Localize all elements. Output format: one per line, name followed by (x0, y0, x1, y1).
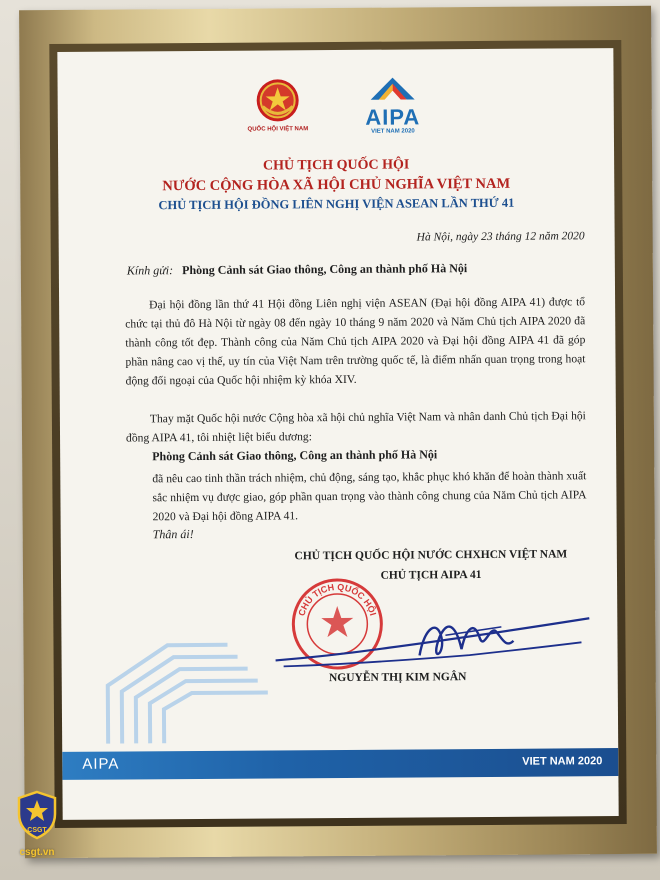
footer-bar (62, 748, 618, 780)
aipa-logo (348, 75, 438, 135)
footer-vietnam-2020: VIET NAM 2020 (522, 755, 603, 768)
csgt-shield-icon (15, 790, 59, 840)
frame-inner-border (49, 40, 626, 828)
signature-title-1: CHỦ TỊCH QUỐC HỘI NƯỚC CHXHCN VIỆT NAM (294, 548, 568, 563)
body-paragraph-3: đã nêu cao tinh thần trách nhiệm, chủ động, sáng tạo, khắc phục khó khăn để hoàn thành xuất sắc nhiệm vụ được giao, góp phần quan trọng vào thành công chung của Năm Chủ tịch AIPA 2020 và Đại hội đồng AIPA 41. (152, 469, 587, 524)
aipa-logo-subtext: VIET NAM 2020 (371, 128, 415, 135)
decorative-stripes-graphic (97, 624, 278, 745)
certificate-paper (57, 48, 618, 820)
title-line-3: CHỦ TỊCH HỘI ĐỒNG LIÊN NGHỊ VIỆN ASEAN LẦN THỨ 41 (158, 195, 515, 213)
seal-text: CHỦ TỊCH QUỐC HỘI (296, 581, 379, 618)
emblem-caption: QUỐC HỘI VIỆT NAM (247, 126, 309, 133)
addressee-recipient: Phòng Cảnh sát Giao thông, Công an thành phố Hà Nội (182, 261, 468, 278)
handwritten-signature (269, 596, 600, 678)
aipa-logo-text: AIPA (365, 104, 421, 130)
national-emblem-icon (255, 76, 301, 124)
signature-title-2: CHỦ TỊCH AIPA 41 (380, 569, 482, 582)
picture-frame (19, 6, 657, 858)
national-emblem (246, 76, 310, 132)
csgt-badge-text: CSGT (27, 827, 47, 834)
honoree-name: Phòng Cảnh sát Giao thông, Công an thành phố Hà Nội (152, 447, 438, 464)
body-paragraph-1: Đại hội đồng lần thứ 41 Hội đồng Liên nghị viện ASEAN (Đại hội đồng AIPA 41) được tổ chức tại thủ đô Hà Nội từ ngày 08 đến ngày 10 tháng 9 năm 2020 và Năm Chủ tịch AIPA 2020 đã thành công tốt đẹp. Thành công của Năm Chủ tịch AIPA 2020 và Đại hội đồng AIPA 41 đã góp phần nâng cao vị thế, uy tín của Việt Nam trên trường quốc tế, là điểm nhấn quan trọng trong hoạt động đối ngoại của Quốc hội nhiệm kỳ khóa XIV. (125, 295, 586, 388)
closing-greeting: Thân ái! (152, 527, 194, 542)
document-date: Hà Nội, ngày 23 tháng 12 năm 2020 (416, 230, 585, 244)
aipa-peak-icon (363, 75, 423, 101)
addressee-label: Kính gửi: (126, 263, 174, 278)
footer-aipa-text: AIPA (82, 755, 120, 773)
watermark-site: csgt.vn (19, 847, 55, 858)
body-paragraph-2: Thay mặt Quốc hội nước Cộng hòa xã hội chủ nghĩa Việt Nam và nhân danh Chủ tịch Đại hội đồng AIPA 41, tôi nhiệt liệt biểu dương: (125, 409, 586, 445)
logo-row (58, 74, 615, 154)
csgt-watermark (8, 790, 66, 858)
signer-name: NGUYỄN THỊ KIM NGÂN (328, 671, 467, 685)
addressee-line (127, 261, 467, 278)
title-line-2: NƯỚC CỘNG HÒA XÃ HỘI CHỦ NGHĨA VIỆT NAM (162, 175, 511, 195)
title-line-1: CHỦ TỊCH QUỐC HỘI (262, 157, 410, 174)
certificate-document (57, 48, 618, 820)
